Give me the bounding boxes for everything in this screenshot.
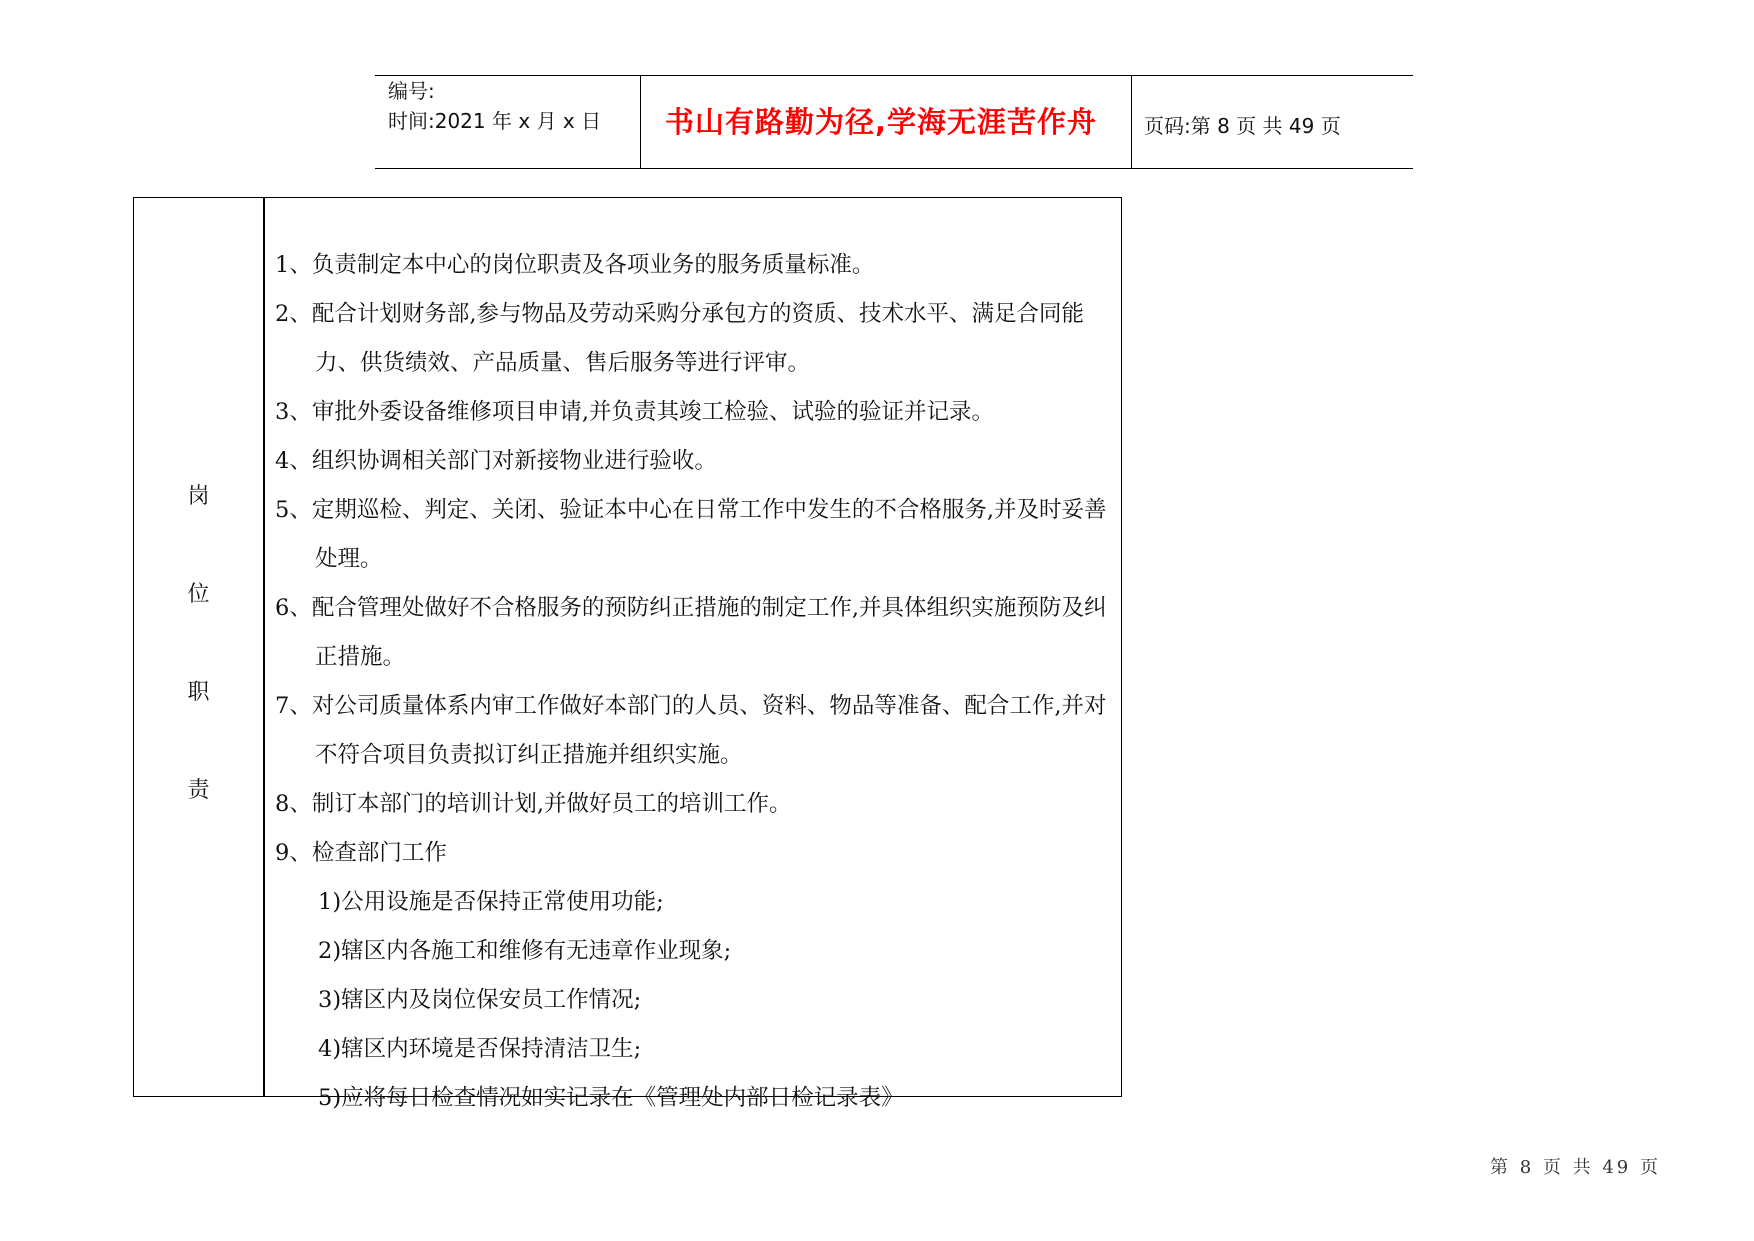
duty-item: 6、配合管理处做好不合格服务的预防纠正措施的制定工作,并具体组织实施预防及纠正措施。 — [275, 595, 1107, 670]
header-divider-right — [1131, 75, 1132, 168]
duties-content — [275, 241, 1115, 1123]
duty-item: 8、制订本部门的培训计划,并做好员工的培训工作。 — [275, 791, 792, 817]
page-footer: 第 8 页 共 49 页 — [1490, 1157, 1661, 1178]
category-label-column — [134, 198, 263, 1096]
category-char: 位 — [187, 582, 210, 607]
motto-text: 书山有路勤为径,学海无涯苦作舟 — [665, 105, 1098, 139]
duty-item: 2、配合计划财务部,参与物品及劳动采购分承包方的资质、技术水平、满足合同能力、供货绩效、产品质量、售后服务等进行评审。 — [275, 301, 1084, 376]
duties-table — [133, 197, 1122, 1111]
category-char: 岗 — [187, 484, 210, 509]
duty-subitem: 4)辖区内环境是否保持清洁卫生; — [318, 1036, 642, 1062]
duty-item: 1、负责制定本中心的岗位职责及各项业务的服务质量标准。 — [275, 252, 875, 278]
serial-label: 编号: — [388, 79, 435, 103]
page-indicator: 页码:第 8 页 共 49 页 — [1144, 114, 1341, 138]
category-char: 责 — [187, 778, 210, 803]
time-label: 时间:2021 年 x 月 x 日 — [388, 109, 602, 133]
duty-subitem: 3)辖区内及岗位保安员工作情况; — [318, 987, 642, 1013]
category-char: 职 — [187, 680, 210, 705]
duty-item: 5、定期巡检、判定、关闭、验证本中心在日常工作中发生的不合格服务,并及时妥善处理。 — [275, 497, 1107, 572]
header-divider-left — [640, 75, 641, 168]
duty-item: 4、组织协调相关部门对新接物业进行验收。 — [275, 448, 717, 474]
duty-item: 9、检查部门工作 — [275, 840, 447, 866]
duty-item: 7、对公司质量体系内审工作做好本部门的人员、资料、物品等准备、配合工作,并对不符合项目负责拟订纠正措施并组织实施。 — [275, 693, 1107, 768]
column-divider — [263, 198, 265, 1096]
header-bottom-rule — [375, 168, 1413, 169]
duty-item: 3、审批外委设备维修项目申请,并负责其竣工检验、试验的验证并记录。 — [275, 399, 994, 425]
duty-subitem: 1)公用设施是否保持正常使用功能; — [318, 889, 664, 915]
duty-subitem: 5)应将每日检查情况如实记录在《管理处内部日检记录表》 — [318, 1085, 904, 1111]
duty-subitem: 2)辖区内各施工和维修有无违章作业现象; — [318, 938, 732, 964]
header-info — [388, 76, 601, 136]
